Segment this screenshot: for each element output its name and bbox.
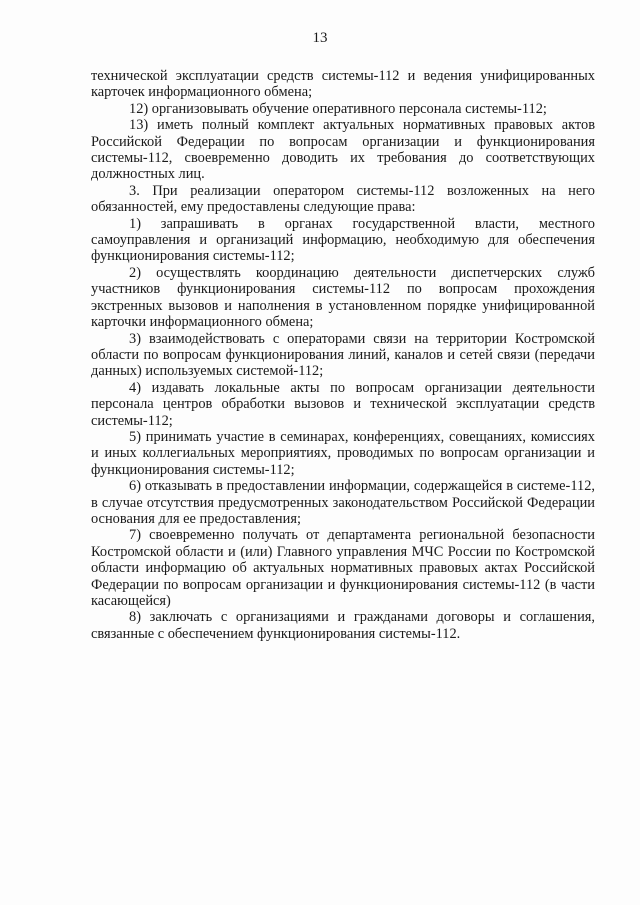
paragraph-item-13: 13) иметь полный комплект актуальных нормативных правовых актов Российской Федерации по вопросам организации и функционирования системы-112, своевременно доводить их требования до соответствующих должностных лиц.	[91, 117, 595, 183]
page-number: 13	[312, 30, 328, 46]
paragraph-right-6: 6) отказывать в предоставлении информации, содержащейся в системе-112, в случае отсутствия предусмотренных законодательством Российской Федерации основания для ее предоставления;	[91, 478, 595, 527]
document-body	[91, 68, 595, 642]
paragraph-right-7: 7) своевременно получать от департамента региональной безопасности Костромской области и (или) Главного управления МЧС России по Костромской области информацию об актуальных нормативных правовых актах Российской Федерации по вопросам организации и функционирования системы-112 (в части касающейся)	[91, 527, 595, 609]
paragraph-right-8: 8) заключать с организациями и гражданами договоры и соглашения, связанные с обеспечением функционирования системы-112.	[91, 609, 595, 642]
paragraph-right-3: 3) взаимодействовать с операторами связи на территории Костромской области по вопросам функционирования линий, каналов и сетей связи (передачи данных) используемых системой-112;	[91, 330, 595, 380]
paragraph-right-1: 1) запрашивать в органах государственной власти, местного самоуправления и организаций информацию, необходимую для обеспечения функционирования системы-112;	[91, 215, 595, 265]
paragraph-right-4: 4) издавать локальные акты по вопросам организации деятельности персонала центров обработки вызовов и технической эксплуатации средств системы-112;	[91, 379, 595, 429]
paragraph-item-12: 12) организовывать обучение оперативного персонала системы-112;	[129, 100, 547, 117]
paragraph-right-2: 2) осуществлять координацию деятельности диспетчерских служб участников функционирования системы-112 по вопросам прохождения экстренных вызовов и наполнения в установленном порядке унифицированной карточки информационного обмена;	[91, 264, 595, 331]
paragraph-section-3: 3. При реализации оператором системы-112 возложенных на него обязанностей, ему предоставлены следующие права:	[91, 182, 595, 216]
paragraph-continuation: технической эксплуатации средств системы-112 и ведения унифицированных карточек информационного обмена;	[91, 68, 595, 101]
paragraph-right-5: 5) принимать участие в семинарах, конференциях, совещаниях, комиссиях и иных коллегиальных мероприятиях, проводимых по вопросам организации и функционирования системы-112;	[91, 428, 595, 478]
